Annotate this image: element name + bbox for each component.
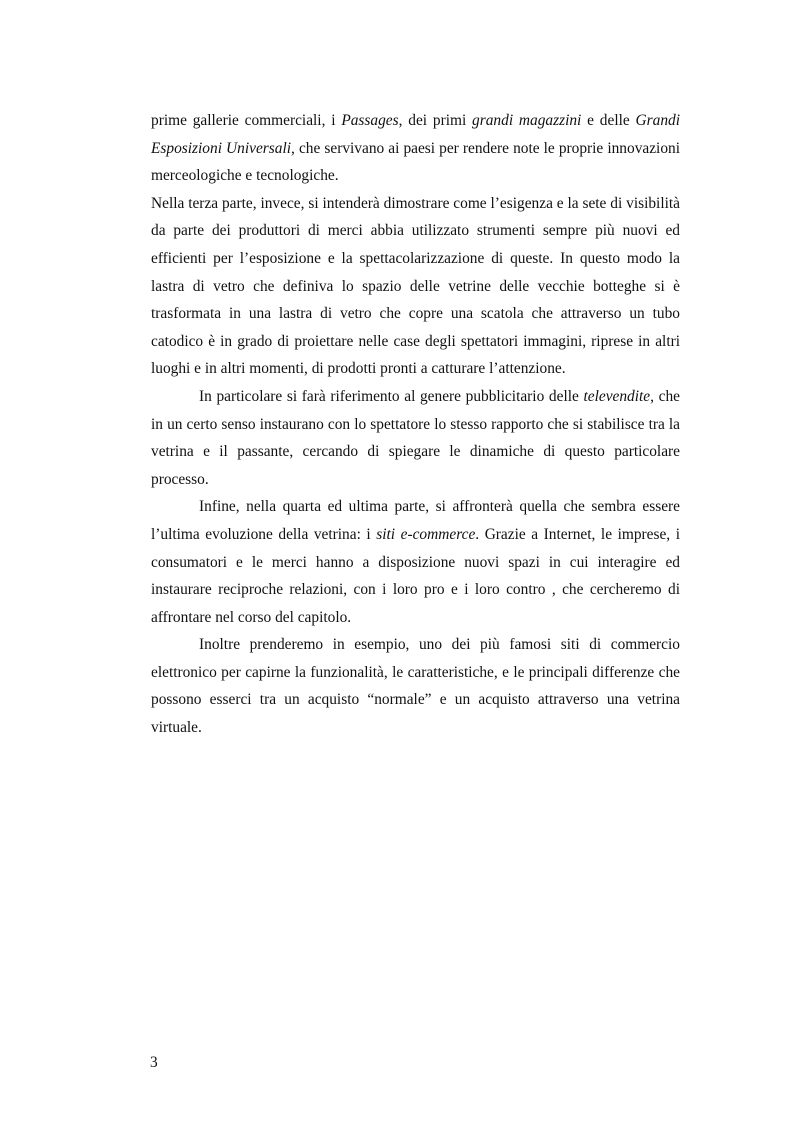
paragraph-4 (151, 493, 680, 631)
p1-text-4: , che servivano ai paesi per rendere note le proprie innovazioni merceologiche e tecnologiche. (151, 139, 680, 185)
p1-italic-esposizioni: Grandi Esposizioni Universali (151, 112, 680, 157)
p3-text-2: che in un certo senso instaurano con lo spettatore lo stesso rapporto che si stabilisce tra la vetrina e il passante, cercando di spiegare le dinamiche di questo particolare processo. (151, 387, 680, 488)
p1-italic-passages: Passages (341, 112, 399, 129)
p1-italic-grandi-magazzini: grandi magazzini (472, 112, 582, 129)
p3-italic-televendite: televendite, (583, 387, 654, 405)
paragraph-5: Inoltre prenderemo in esempio, uno dei più famosi siti di commercio elettronico per capirne la funzionalità, le caratteristiche, e le principali differenze che possono esserci tra un acquisto “normale” e un acquisto attraverso una vetrina virtuale. (151, 636, 680, 737)
p3-text-1: In particolare si farà riferimento al genere pubblicitario delle (199, 387, 584, 405)
p4-text-1: Infine, nella quarta ed ultima parte, si affronterà quella che sembra essere l’ultima evoluzione della vetrina: i (151, 498, 680, 543)
p1-text-3: e delle (581, 112, 636, 129)
p4-italic-siti-ecommerce: siti e-commerce (376, 525, 476, 543)
paragraph-3 (151, 383, 680, 493)
body-text (151, 107, 680, 742)
paragraph-1 (151, 107, 680, 190)
p4-text-2: . Grazie a Internet, le imprese, i consumatori e le merci hanno a disposizione nuovi spazi in cui interagire ed instaurare reciproche relazioni, con i loro pro e i loro contro , che cercheremo di affrontare nel corso del capitolo. (151, 525, 680, 626)
paragraph-2: Nella terza parte, invece, si intenderà dimostrare come l’esigenza e la sete di visibilità da parte dei produttori di merci abbia utilizzato strumenti sempre più nuovi ed efficienti per l’esposizione e la spettacolarizzazione di queste. In questo modo la lastra di vetro che definiva lo spazio delle vetrine delle vecchie botteghe si è trasformata in una lastra di vetro che copre una scatola che attraverso un tubo catodico è in grado di proiettare nelle case degli spettatori immagini, riprese in altri luoghi e in altri momenti, di prodotti pronti a catturare l’attenzione. (151, 194, 680, 378)
p1-text-2: , dei primi (398, 112, 473, 129)
p1-text-1: prime gallerie commerciali, i (151, 112, 342, 129)
page-number: 3 (150, 1054, 158, 1071)
